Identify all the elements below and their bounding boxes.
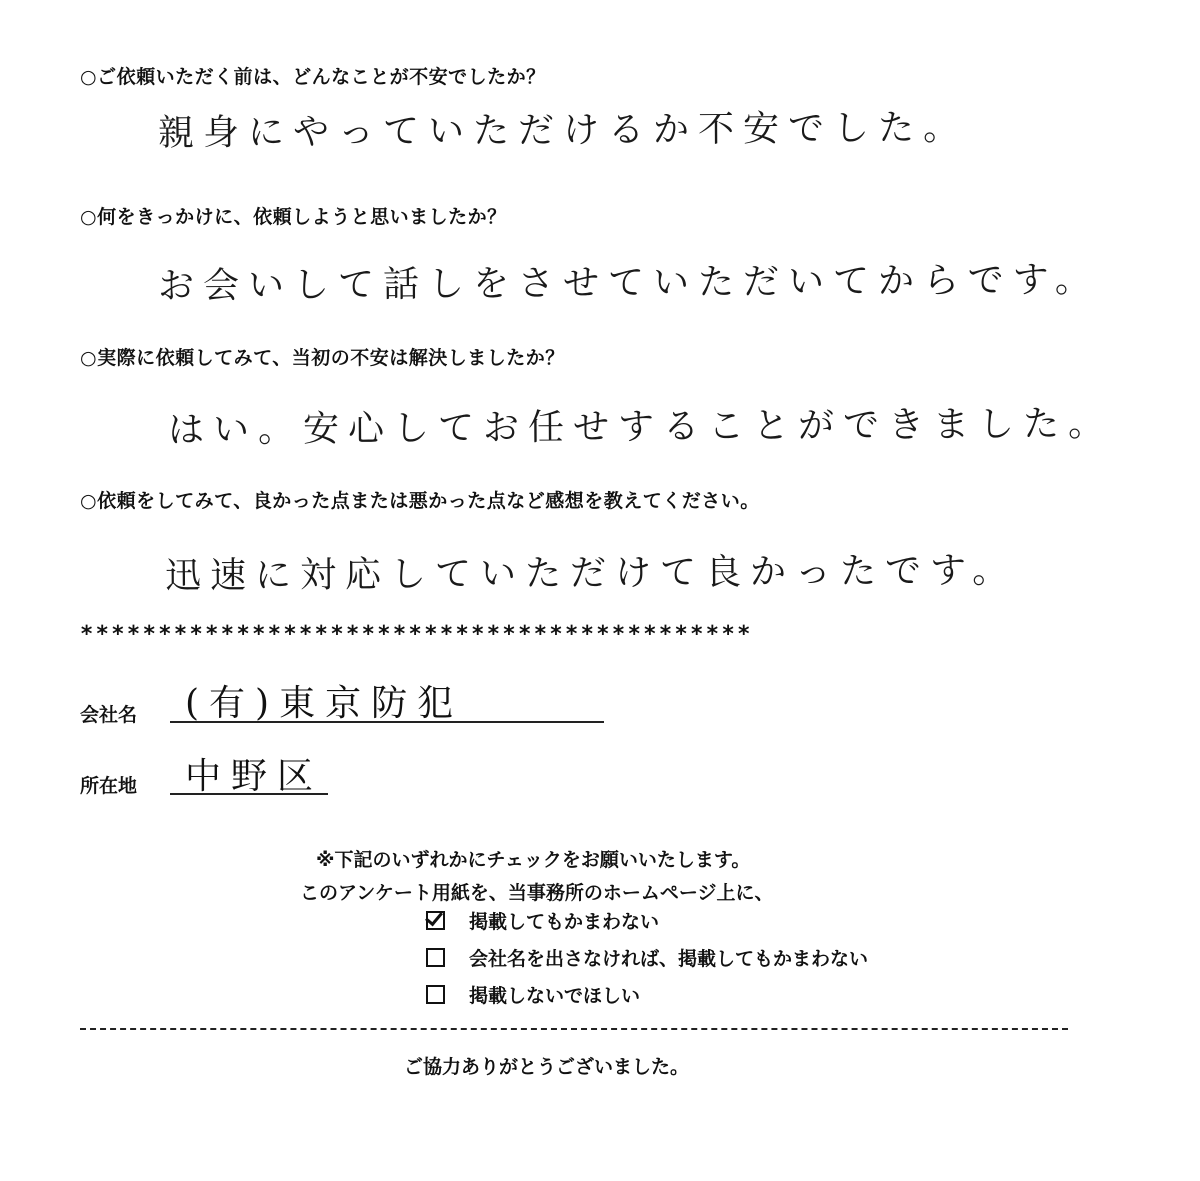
checkbox-unchecked[interactable] — [426, 948, 445, 967]
closing-message: ご協力ありがとうございました。 — [404, 1056, 690, 1078]
option-publish-ok[interactable] — [426, 907, 659, 933]
question-3: ○実際に依頼してみて、当初の不安は解決しましたか？ — [80, 347, 565, 369]
company-label: 会社名 — [80, 704, 138, 726]
asterisk-separator: ******************************************* — [80, 622, 753, 647]
notice-line-1: ※下記のいずれかにチェックをお願いいたします。 — [316, 849, 751, 871]
question-4: ○依頼をしてみて、良かった点または悪かった点など感想を教えてください。 — [80, 490, 760, 512]
option-do-not-publish[interactable] — [426, 981, 640, 1007]
question-2: ○何をきっかけに、依頼しようと思いましたか？ — [80, 206, 507, 228]
option-label: 会社名を出さなければ、掲載してもかまわない — [469, 947, 869, 970]
checkmark-icon — [425, 907, 443, 926]
answer-3: はい。安心してお任せすることができました。 — [167, 403, 1114, 451]
footer-divider — [80, 1028, 1068, 1030]
option-label: 掲載しないでほしい — [469, 984, 641, 1007]
option-publish-anonymous[interactable] — [426, 944, 868, 970]
question-1: ○ご依頼いただく前は、どんなことが不安でしたか？ — [80, 66, 546, 88]
answer-4: 迅速に対応していただけて良かったです。 — [164, 550, 1018, 597]
location-value: 中野区 — [185, 756, 324, 797]
location-label: 所在地 — [80, 775, 138, 797]
company-underline — [170, 721, 604, 723]
option-label: 掲載してもかまわない — [469, 910, 660, 933]
notice-line-2: このアンケート用紙を、当事務所のホームページ上に、 — [300, 882, 774, 904]
answer-1: 親身にやっていただけるか不安でした。 — [157, 107, 969, 154]
checkbox-checked[interactable] — [426, 911, 445, 930]
checkbox-unchecked[interactable] — [426, 985, 445, 1004]
location-underline — [170, 793, 328, 795]
answer-2: お会いして話しをさせていただいてからです。 — [157, 259, 1100, 307]
company-value: (有)東京防犯 — [185, 683, 464, 724]
